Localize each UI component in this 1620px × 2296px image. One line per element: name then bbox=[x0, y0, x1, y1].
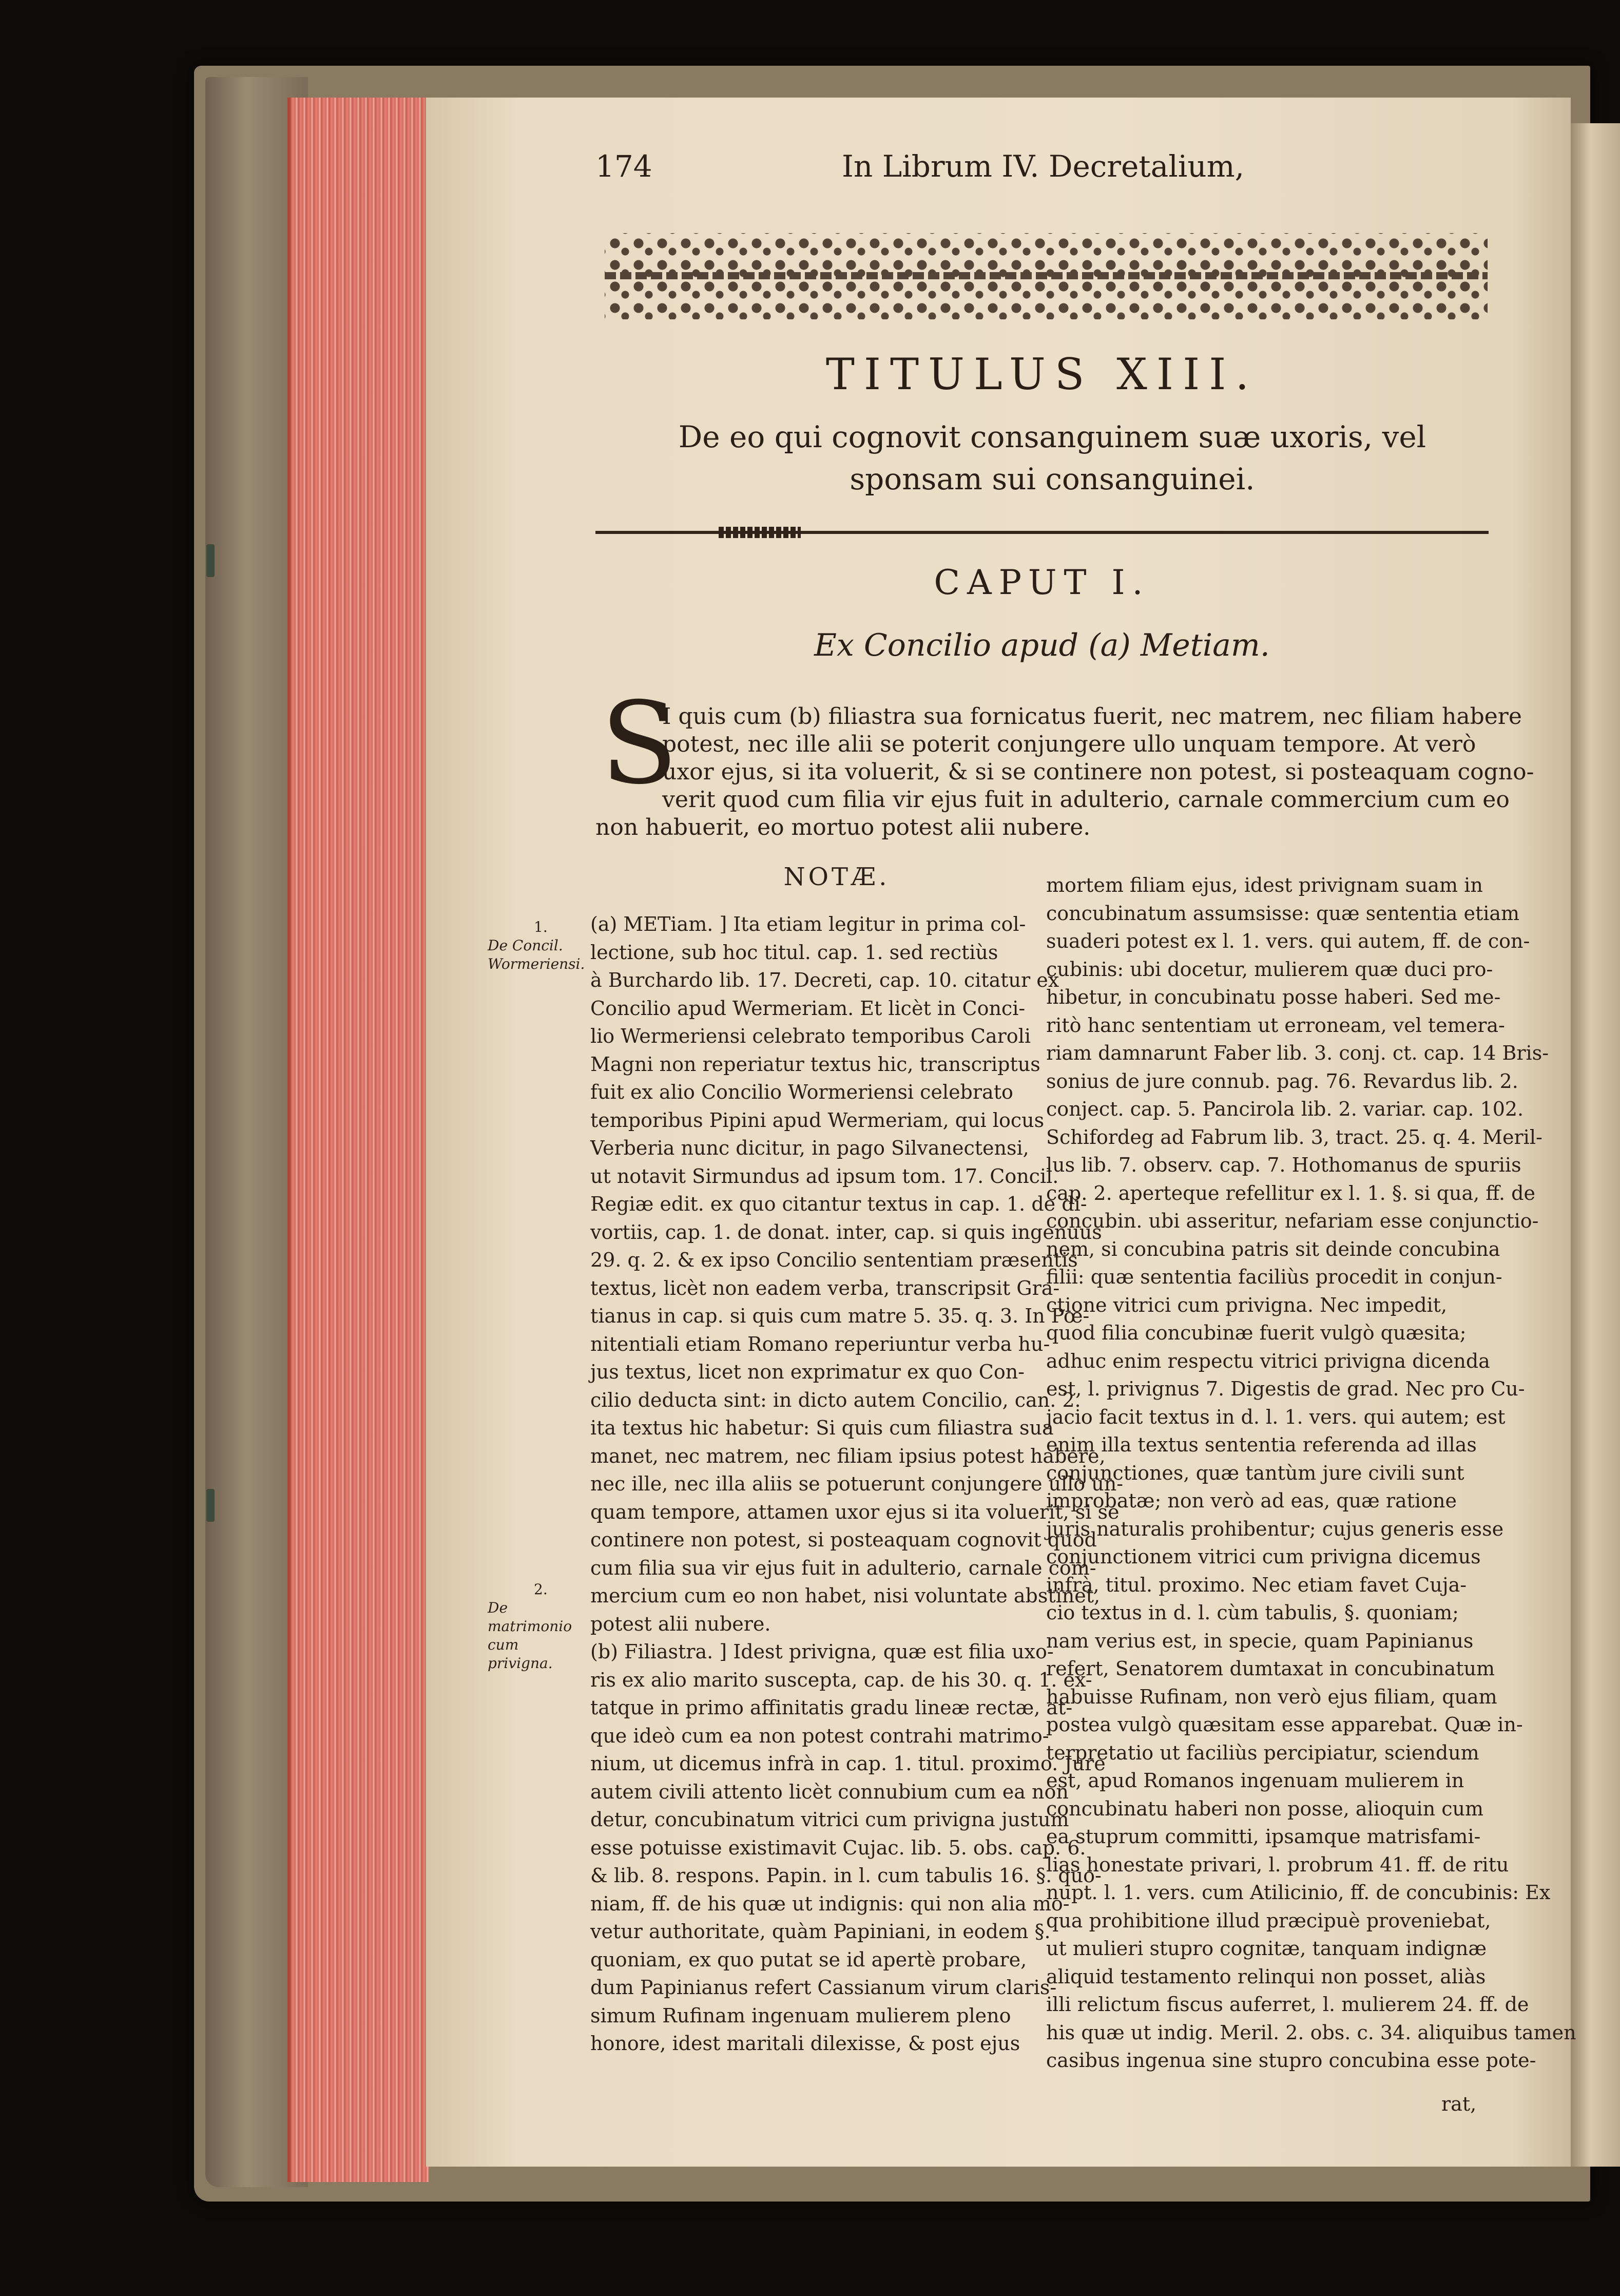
text-line: uxor ejus, si ita voluerit, & si se continere non potest, si posteaquam cogno- bbox=[662, 759, 1534, 785]
text-line: niam, ff. de his quæ ut indignis: qui non alia mo- bbox=[590, 1892, 1070, 1915]
margin-note-number: 2. bbox=[534, 1581, 548, 1598]
text-line: lias honestate privari, l. probrum 41. ff. de ritu bbox=[1046, 1853, 1509, 1876]
text-line: cio textus in d. l. cùm tabulis, §. quoniam; bbox=[1046, 1601, 1459, 1624]
text-line: lus lib. 7. observ. cap. 7. Hothomanus de spuriis bbox=[1046, 1154, 1521, 1176]
margin-note-text: De matrimonio cum privigna. bbox=[488, 1599, 572, 1672]
page-number: 174 bbox=[595, 149, 652, 184]
text-line: cap. 2. aperteque refellitur ex l. 1. §. si qua, ff. de bbox=[1046, 1181, 1535, 1204]
drop-capital: S bbox=[601, 678, 678, 809]
text-line: à Burchardo lib. 17. Decreti, cap. 10. citatur ex bbox=[590, 969, 1059, 991]
catchword: rat, bbox=[1441, 2093, 1477, 2115]
text-line: conjunctionem vitrici cum privigna dicemus bbox=[1046, 1545, 1481, 1568]
text-line: quod filia concubinæ fuerit vulgò quæsita; bbox=[1046, 1322, 1467, 1344]
facing-page-edge bbox=[1571, 123, 1620, 2167]
text-line: est, apud Romanos ingenuam mulierem in bbox=[1046, 1769, 1464, 1792]
text-line: nitentiali etiam Romano reperiuntur verba hu- bbox=[590, 1332, 1050, 1355]
notae-heading: NOTÆ. bbox=[783, 863, 890, 891]
text-line: riam damnarunt Faber lib. 3. conj. ct. cap. 14 Bris- bbox=[1046, 1042, 1549, 1064]
text-line: honore, idest maritali dilexisse, & post ejus bbox=[590, 2032, 1020, 2055]
text-line: cubinis: ubi docetur, mulierem quæ duci pro- bbox=[1046, 958, 1493, 981]
text-line: potest alii nubere. bbox=[590, 1612, 771, 1635]
title-subtitle: De eo qui cognovit consanguinem suæ uxoris, vel sponsam sui consanguinei. bbox=[678, 419, 1426, 496]
text-line: aliquid testamento relinqui non posset, aliàs bbox=[1046, 1965, 1486, 1988]
text-line: habuisse Rufinam, non verò ejus filiam, quam bbox=[1046, 1685, 1497, 1708]
text-line: Magni non reperiatur textus hic, transcriptus bbox=[590, 1053, 1040, 1076]
text-line: cilio deducta sint: in dicto autem Concilio, can. 2. bbox=[590, 1388, 1081, 1411]
text-line: detur, concubinatum vitrici cum privigna justum bbox=[590, 1808, 1069, 1831]
text-line: lio Wermeriensi celebrato temporibus Caroli bbox=[590, 1025, 1031, 1047]
margin-note-number: 1. bbox=[534, 919, 548, 935]
text-line: quam tempore, attamen uxor ejus si ita voluerit, si se bbox=[590, 1500, 1120, 1523]
text-line: que ideò cum ea non potest contrahi matrimo- bbox=[590, 1724, 1049, 1747]
text-line: adhuc enim respectu vitrici privigna dicenda bbox=[1046, 1349, 1490, 1372]
text-line: manet, nec matrem, nec filiam ipsius potest habere, bbox=[590, 1444, 1106, 1467]
text-line: tianus in cap. si quis cum matre 5. 35. q. 3. In Pœ- bbox=[590, 1305, 1090, 1327]
text-line: verit quod cum filia vir ejus fuit in adulterio, carnale commercium cum eo bbox=[662, 787, 1510, 813]
text-line: jacio facit textus in d. l. 1. vers. qui autem; est bbox=[1046, 1405, 1506, 1428]
text-line: casibus ingenua sine stupro concubina esse pote- bbox=[1046, 2049, 1536, 2072]
text-line: cum filia sua vir ejus fuit in adulterio, carnale com- bbox=[590, 1556, 1096, 1579]
text-line: tatque in primo affinitatis gradu lineæ rectæ, at- bbox=[590, 1696, 1073, 1719]
text-line: conject. cap. 5. Pancirola lib. 2. variar. cap. 102. bbox=[1046, 1098, 1524, 1120]
caput-source: Ex Concilio apud (a) Metiam. bbox=[814, 627, 1270, 663]
text-line: sonius de jure connub. pag. 76. Revardus lib. 2. bbox=[1046, 1069, 1518, 1093]
text-line: concubinatu haberi non posse, alioquin cum bbox=[1046, 1797, 1484, 1820]
text-line: ritò hanc sententiam ut erroneam, vel temera- bbox=[1046, 1013, 1505, 1037]
text-line: (b) Filiastra. ] Idest privigna, quæ est filia uxo- bbox=[590, 1640, 1054, 1663]
text-line: terpretatio ut faciliùs percipiatur, sciendum bbox=[1046, 1741, 1479, 1764]
text-line: Verberia nunc dicitur, in pago Silvanectensi, bbox=[590, 1137, 1029, 1159]
text-line: dum Papinianus refert Cassianum virum claris- bbox=[590, 1976, 1057, 1999]
text-line: & lib. 8. respons. Papin. in l. cum tabulis 16. §. quo- bbox=[590, 1864, 1102, 1887]
text-line: vetur authoritate, quàm Papiniani, in eodem §. bbox=[590, 1920, 1051, 1943]
text-line: improbatæ; non verò ad eas, quæ ratione bbox=[1046, 1489, 1457, 1512]
text-line: illi relictum fiscus auferret, l. mulierem 24. ff. de bbox=[1046, 1993, 1529, 2016]
text-line: potest, nec ille alii se poterit conjungere ullo unquam tempore. At verò bbox=[662, 731, 1476, 757]
text-line: continere non potest, si posteaquam cognovit quod bbox=[590, 1528, 1097, 1551]
text-line: autem civili attento licèt connubium cum ea non bbox=[590, 1780, 1069, 1803]
text-line: ita textus hic habetur: Si quis cum filiastra sua bbox=[590, 1417, 1054, 1439]
text-line: temporibus Pipini apud Wermeriam, qui locus bbox=[590, 1108, 1045, 1132]
text-line: simum Rufinam ingenuam mulierem pleno bbox=[590, 2004, 1011, 2027]
text-line: ris ex alio marito suscepta, cap. de his 30. q. 1. ex- bbox=[590, 1668, 1092, 1691]
text-line: vortiis, cap. 1. de donat. inter, cap. si quis ingenuus bbox=[590, 1220, 1102, 1243]
text-line: conjunctiones, quæ tantùm jure civili sunt bbox=[1046, 1461, 1464, 1484]
text-line: esse potuisse existimavit Cujac. lib. 5. obs. cap. 6. bbox=[590, 1836, 1086, 1859]
text-line: lectione, sub hoc titul. cap. 1. sed rectiùs bbox=[590, 941, 998, 964]
margin-note bbox=[488, 1580, 570, 1673]
text-line: ut notavit Sirmundus ad ipsum tom. 17. Concil. bbox=[590, 1164, 1059, 1188]
text-line: infrà, titul. proximo. Nec etiam favet Cuja- bbox=[1046, 1573, 1467, 1596]
caput-heading: CAPUT I. bbox=[934, 563, 1150, 602]
text-line: refert, Senatorem dumtaxat in concubinatum bbox=[1046, 1657, 1495, 1680]
text-line: concubin. ubi asseritur, nefariam esse conjunctio- bbox=[1046, 1210, 1539, 1232]
text-line: nam verius est, in specie, quam Papinianus bbox=[1046, 1629, 1474, 1652]
binding-clasp bbox=[206, 544, 215, 577]
text-line: 29. q. 2. & ex ipso Concilio sententiam præsentis bbox=[590, 1249, 1078, 1271]
text-line: postea vulgò quæsitam esse apparebat. Quæ in- bbox=[1046, 1713, 1523, 1736]
text-line: non habuerit, eo mortuo potest alii nubere. bbox=[595, 814, 1091, 840]
text-line: jus textus, licet non exprimatur ex quo Con- bbox=[590, 1361, 1025, 1383]
text-line: (a) METiam. ] Ita etiam legitur in prima col- bbox=[590, 913, 1026, 935]
title-heading: TITULUS XIII. bbox=[825, 349, 1259, 399]
text-line: juris naturalis prohibentur; cujus generis esse bbox=[1046, 1517, 1504, 1540]
text-line: I quis cum (b) filiastra sua fornicatus fuerit, nec matrem, nec filiam habere bbox=[662, 703, 1522, 730]
rule-ornament bbox=[719, 527, 801, 538]
text-line: enim illa textus sententia referenda ad illas bbox=[1046, 1433, 1477, 1456]
text-line: quoniam, ex quo putat se id apertè probare, bbox=[590, 1948, 1027, 1971]
margin-note bbox=[488, 918, 585, 973]
text-line: ut mulieri stupro cognitæ, tanquam indignæ bbox=[1046, 1937, 1487, 1960]
text-line: textus, licèt non eadem verba, transcripsit Gra- bbox=[590, 1276, 1060, 1299]
binding-clasp bbox=[206, 1489, 215, 1522]
text-line: suaderi potest ex l. 1. vers. qui autem, ff. de con- bbox=[1046, 930, 1530, 952]
text-line: fuit ex alio Concilio Wormeriensi celebrato bbox=[590, 1081, 1013, 1103]
text-line: nium, ut dicemus infrà in cap. 1. titul. proximo. Jure bbox=[590, 1752, 1106, 1775]
text-line: Concilio apud Wermeriam. Et licèt in Conci- bbox=[590, 997, 1026, 1020]
margin-note-text: De Concil. Wormeriensi. bbox=[488, 937, 585, 972]
text-line: concubinatum assumsisse: quæ sententia etiam bbox=[1046, 902, 1520, 925]
text-line: hibetur, in concubinatu posse haberi. Sed me- bbox=[1046, 986, 1501, 1008]
headpiece-ornament bbox=[605, 233, 1488, 319]
text-line: nec ille, nec illa aliis se potuerunt conjungere ullo un- bbox=[590, 1472, 1124, 1495]
text-line: qua prohibitione illud præcipuè proveniebat, bbox=[1046, 1909, 1491, 1932]
text-line: mercium cum eo non habet, nisi voluntate abstinet, bbox=[590, 1584, 1101, 1607]
text-line: Regiæ edit. ex quo citantur textus in cap. 1. de di- bbox=[590, 1193, 1087, 1215]
red-page-edges bbox=[287, 98, 429, 2182]
text-line: ea stuprum committi, ipsamque matrisfami- bbox=[1046, 1825, 1481, 1848]
text-line: nupt. l. 1. vers. cum Atilicinio, ff. de concubinis: Ex bbox=[1046, 1881, 1551, 1904]
text-line: filii: quæ sententia faciliùs procedit in conjun- bbox=[1046, 1266, 1502, 1288]
text-line: nem, si concubina patris sit deinde concubina bbox=[1046, 1237, 1500, 1260]
text-line: mortem filiam ejus, idest privignam suam in bbox=[1046, 874, 1483, 896]
text-line: Schifordeg ad Fabrum lib. 3, tract. 25. q. 4. Meril- bbox=[1046, 1125, 1542, 1149]
text-line: ctione vitrici cum privigna. Nec impedit, bbox=[1046, 1293, 1448, 1316]
running-title: In Librum IV. Decretalium, bbox=[842, 149, 1245, 184]
text-line: his quæ ut indig. Meril. 2. obs. c. 34. aliquibus tamen bbox=[1046, 2021, 1576, 2044]
text-line: est, l. privignus 7. Digestis de grad. Nec pro Cu- bbox=[1046, 1377, 1525, 1400]
